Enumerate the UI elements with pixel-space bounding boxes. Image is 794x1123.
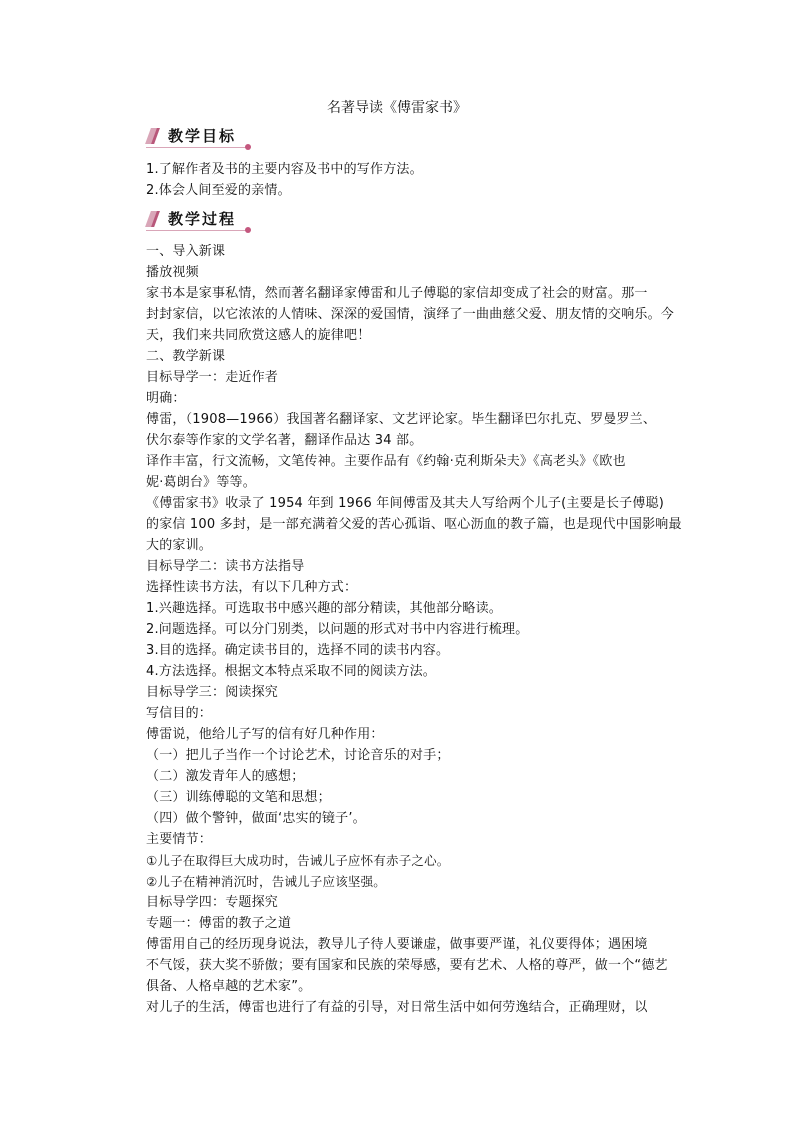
paragraph-line: 《傅雷家书》收录了 1954 年到 1966 年间傅雷及其夫人写给两个儿子(主要是长子傅聪) [146,496,665,511]
list-item: 1.兴趣选择。可选取书中感兴趣的部分精读，其他部分略读。 [146,601,503,616]
topic-heading: 专题一：傅雷的教子之道 [146,916,292,931]
paragraph-line: 对儿子的生活，傅雷也进行了有益的引导，对日常生活中如何劳逸结合，正确理财，以 [146,1000,648,1015]
list-item: （一）把儿子当作一个讨论艺术，讨论音乐的对手； [146,748,450,763]
paragraph-line: 译作丰富，行文流畅，文笔传神。主要作品有《约翰·克利斯朵夫》《高老头》《欧也 [146,454,626,469]
paragraph-line: 妮·葛朗台》等等。 [146,475,256,490]
section-header-label: 教学目标 [168,127,237,145]
body-line: 写信目的： [146,706,213,721]
body-line: 播放视频 [146,265,199,280]
section-heading: 一、导入新课 [146,244,226,259]
subsection-heading: 目标导学四：专题探究 [146,895,279,910]
section-header-process [144,209,264,239]
subsection-heading: 目标导学二：读书方法指导 [146,559,305,574]
section-header-label: 教学过程 [168,210,237,228]
body-line: 明确： [146,391,186,406]
section-heading: 二、教学新课 [146,349,226,364]
paragraph-line: 不气馁，获大奖不骄傲；要有国家和民族的荣辱感，要有艺术、人格的尊严，做一个“德艺 [146,958,668,973]
subsection-heading: 目标导学一：走近作者 [146,370,279,385]
list-item: 2.问题选择。可以分门别类，以问题的形式对书中内容进行梳理。 [146,622,529,637]
page-title: 名著导读《傅雷家书》 [327,100,467,116]
list-item: （四）做个警钟，做面‘忠实的镜子’。 [146,811,366,826]
paragraph-line: 家书本是家事私情，然而著名翻译家傅雷和儿子傅聪的家信却变成了社会的财富。那一 [146,286,648,301]
body-line: 选择性读书方法，有以下几种方式： [146,580,358,595]
subsection-heading: 目标导学三：阅读探究 [146,685,279,700]
paragraph-line: 傅雷，（1908—1966）我国著名翻译家、文艺评论家。毕生翻译巴尔扎克、罗曼罗兰、 [146,412,657,427]
list-item: 3.目的选择。确定读书目的，选择不同的读书内容。 [146,643,450,658]
list-item: ①儿子在取得巨大成功时，告诫儿子应怀有赤子之心。 [146,853,450,868]
body-line: 傅雷说，他给儿子写的信有好几种作用： [146,727,384,742]
paragraph-line: 伏尔泰等作家的文学名著，翻译作品达 34 部。 [146,433,423,448]
paragraph-line: 俱备、人格卓越的艺术家”。 [146,979,312,994]
header-dot-icon [245,144,251,150]
section-header-goals [144,126,264,156]
header-underline [146,147,246,148]
paragraph-line: 的家信 100 多封，是一部充满着父爱的苦心孤诣、呕心沥血的教子篇，也是现代中国影响最 [146,517,682,532]
paragraph-line: 傅雷用自己的经历现身说法，教导儿子待人要谦虚，做事要严谨，礼仪要得体；遇困境 [146,937,648,952]
paragraph-line: 封封家信，以它浓浓的人情味、深深的爱国情，演绎了一曲曲慈父爱、朋友情的交响乐。今 [146,307,675,322]
paragraph-line: 天，我们来共同欣赏这感人的旋律吧！ [146,328,371,343]
goal-item: 1.了解作者及书的主要内容及书中的写作方法。 [146,162,423,177]
list-item: ②儿子在精神消沉时，告诫儿子应该坚强。 [146,874,387,889]
goal-item: 2.体会人间至爱的亲情。 [146,183,291,198]
paragraph-line: 大的家训。 [146,538,213,553]
list-item: （二）激发青年人的感想； [146,769,305,784]
header-underline [146,230,246,231]
body-line: 主要情节： [146,832,213,847]
list-item: （三）训练傅聪的文笔和思想； [146,790,331,805]
list-item: 4.方法选择。根据文本特点采取不同的阅读方法。 [146,664,437,679]
header-dot-icon [245,227,251,233]
